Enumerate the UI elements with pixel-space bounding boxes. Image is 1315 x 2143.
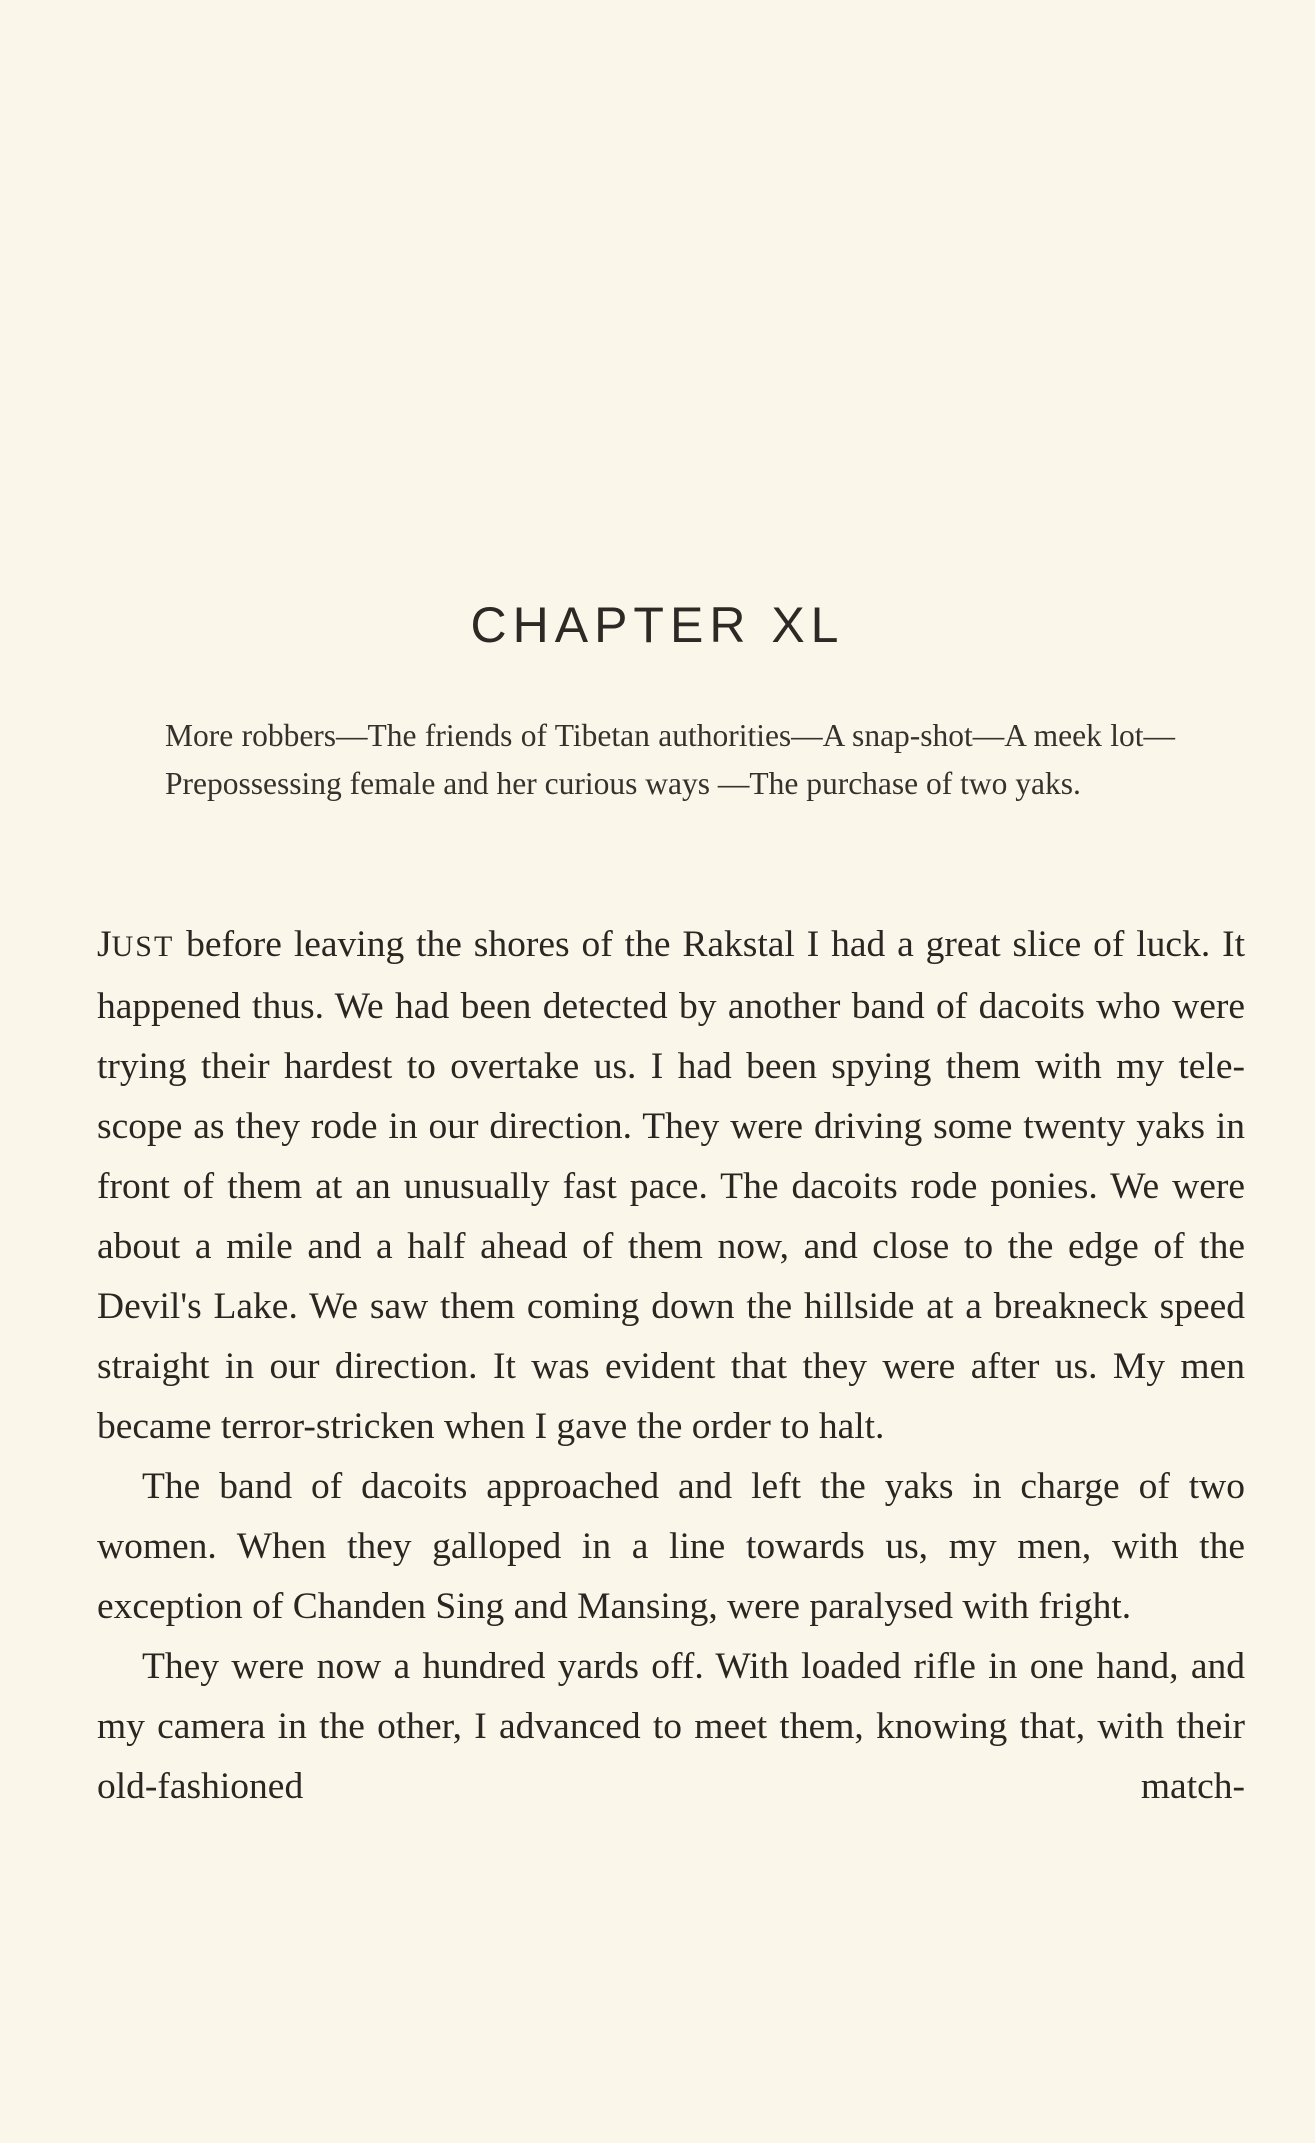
dropcap-letter: J bbox=[97, 924, 112, 965]
smallcaps-word: UST bbox=[111, 930, 175, 963]
body-text bbox=[97, 915, 1245, 1817]
chapter-summary: More robbers—The friends of Tibetan authorities—A snap-shot—A meek lot—Prepossessing female and her curious ways —The purchase of two yaks. bbox=[165, 718, 1175, 801]
paragraph-2: The band of dacoits approached and left the yaks in charge of two women. When they galloped in a line towards us, my men, with the exception of Chanden Sing and Mansing, were paralysed with fright. bbox=[97, 1466, 1245, 1627]
chapter-title: CHAPTER XL bbox=[470, 597, 845, 653]
paragraph-1-text: before leaving the shores of the Rakstal I had a great slice of luck. It happened thus. We had been detected by another band of dacoits who were trying their hardest to overtake us. I had been spying them with my tele-scope as they rode in our direction. They were driving some twenty yaks in front of them at an unusually fast pace. The dacoits rode ponies. We were about a mile and a half ahead of them now, and close to the edge of the Devil's Lake. We saw them coming down the hillside at a breakneck speed straight in our direction. It was evident that they were after us. My men became terror-stricken when I gave the order to halt. bbox=[97, 924, 1245, 1447]
paragraph-1 bbox=[97, 915, 1245, 1457]
paragraph-3: They were now a hundred yards off. With loaded rifle in one hand, and my camera in the other, I advanced to meet them, knowing that, with their old-fashioned match- bbox=[97, 1646, 1245, 1807]
